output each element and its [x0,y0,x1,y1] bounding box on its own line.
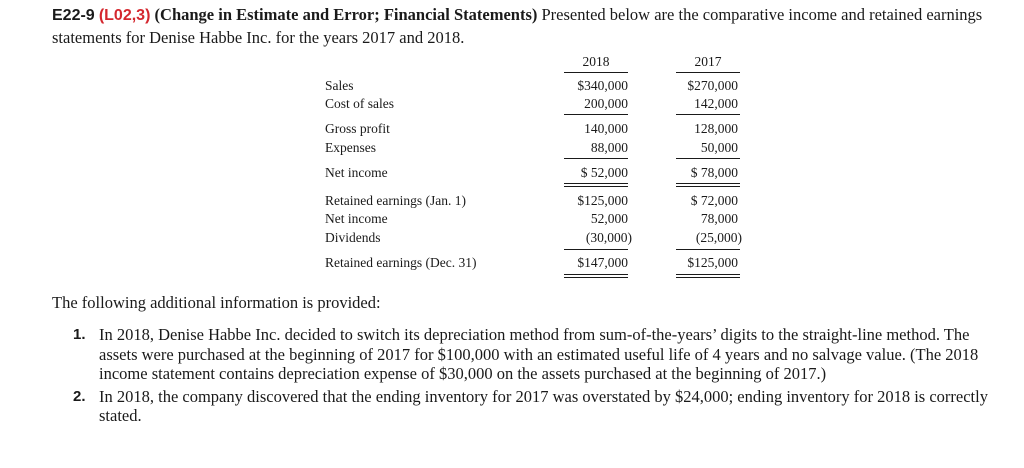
value-2017: 128,000 [694,121,738,136]
statement-row [325,230,745,248]
row-label: Sales [325,78,354,93]
value-2017: 50,000 [700,140,738,155]
subtotal-rule-2018 [564,114,628,115]
value-2017: 78,000 [700,211,738,226]
value-2018: 140,000 [584,121,628,136]
statement-row [325,96,745,114]
row-label: Net income [325,211,388,226]
row-label: Cost of sales [325,96,394,111]
column-rule-2018 [564,72,628,73]
statement-row [325,165,745,183]
value-2018: 200,000 [584,96,628,111]
exercise-title: (Change in Estimate and Error; Financial Statements) [154,5,538,24]
additional-info-list [73,325,1008,429]
total-double-rule-2018 [564,274,628,278]
row-label: Expenses [325,140,376,155]
value-2017: 142,000 [694,96,738,111]
value-2018: (30,000) [585,230,632,245]
exercise-number: E22-9 [52,7,95,24]
value-2017: $270,000 [687,78,738,93]
value-2018: 88,000 [590,140,628,155]
additional-info-heading: The following additional information is provided: [52,293,381,312]
item-number: 1. [73,326,86,343]
total-double-rule-2017 [676,274,740,278]
exercise-intro: Presented below are the comparative income and retained earnings statements for Denise Habbe Inc. for the years 2017 and 2018. [52,5,983,47]
statement-row [325,121,745,139]
item-text: In 2018, the company discovered that the ending inventory for 2017 was overstated by $24,000; ending inventory for 2018 is correctly stated. [99,386,988,425]
exercise-header [52,4,1007,49]
value-2017: $ 78,000 [690,165,738,180]
subtotal-rule-2017 [676,158,740,159]
list-item [73,387,1008,426]
row-label: Retained earnings (Jan. 1) [325,193,466,208]
column-rule-2017 [676,72,740,73]
value-2018: $147,000 [577,255,628,270]
statement-row [325,211,745,229]
learning-objectives: (L02,3) [98,7,151,24]
row-label: Net income [325,165,388,180]
column-header-2017: 2017 [694,54,722,69]
statement-row [325,140,745,158]
value-2018: $125,000 [577,193,628,208]
item-number: 2. [73,387,86,405]
item-text: In 2018, Denise Habbe Inc. decided to switch its depreciation method from sum-of-the-years’ digits to the straight-line method. The assets were purchased at the beginning of 2017 for $100,000 with an estimated useful life of 4 years and no salvage value. (The 2018 income statement contains depreciation expense of $30,000 on the assets purchased at the beginning of 2017.) [99,325,979,383]
subtotal-rule-2018 [564,249,628,250]
statement-row [325,193,745,211]
total-double-rule-2017 [676,183,740,187]
subtotal-rule-2017 [676,249,740,250]
value-2017: $ 72,000 [690,193,738,208]
subtotal-rule-2018 [564,158,628,159]
row-label: Retained earnings (Dec. 31) [325,255,477,270]
subtotal-rule-2017 [676,114,740,115]
total-double-rule-2018 [564,183,628,187]
row-label: Gross profit [325,121,390,136]
row-label: Dividends [325,230,381,245]
statement-row [325,255,745,273]
statement-row [325,78,745,96]
value-2018: 52,000 [590,211,628,226]
column-header-2018: 2018 [582,54,610,69]
value-2017: (25,000) [695,230,742,245]
value-2017: $125,000 [687,255,738,270]
value-2018: $340,000 [577,78,628,93]
value-2018: $ 52,000 [580,165,628,180]
list-item [73,325,1008,384]
